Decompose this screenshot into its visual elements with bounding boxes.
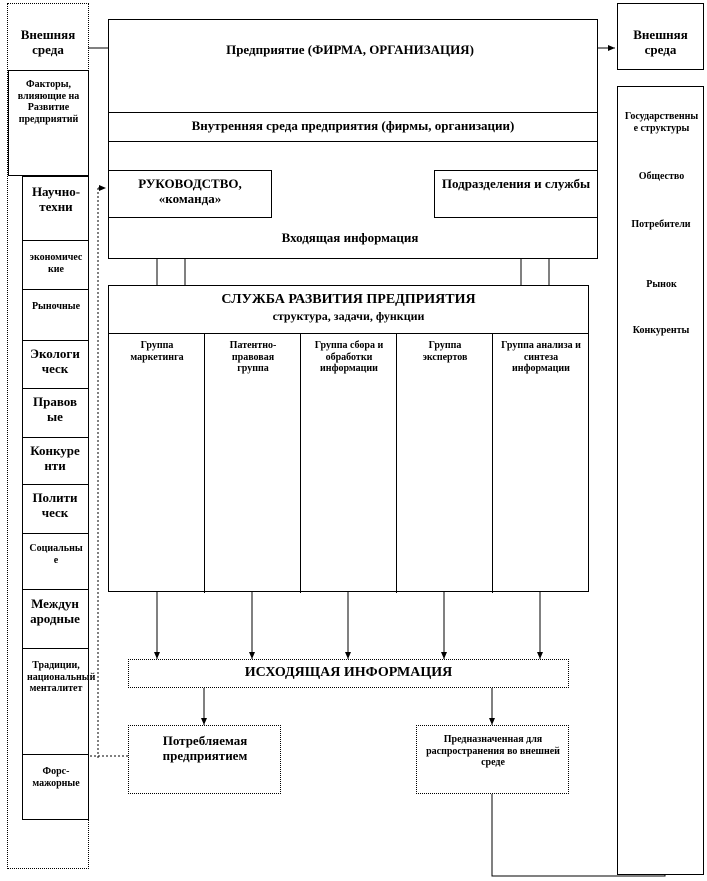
external-env-right-header — [617, 3, 704, 70]
external-env-right-column — [617, 86, 704, 875]
factor-ecological: Экологическ — [23, 342, 88, 389]
factor-competitive: Конкуренти — [23, 439, 88, 485]
group-info-collection: Группа сбора и обработки информации — [301, 334, 397, 593]
leadership-label: РУКОВОДСТВО, «команда» — [138, 176, 242, 206]
outgoing-info-box — [128, 659, 569, 688]
group-marketing: Группа маркетинга — [109, 334, 205, 593]
factor-political: Политическ — [23, 486, 88, 534]
incoming-info-label: Входящая информация — [281, 230, 419, 245]
dev-service-subtitle: структура, задачи, функции — [272, 309, 425, 323]
factor-international: Международные — [23, 591, 88, 649]
group-analysis-synthesis: Группа анализа и синтеза информации — [501, 340, 581, 374]
factors-list — [22, 176, 96, 820]
leadership-box — [108, 170, 272, 218]
dev-service-title: СЛУЖБА РАЗВИТИЯ ПРЕДПРИЯТИЯ — [221, 292, 476, 307]
factor-force-majeure: Форс-мажорные — [23, 756, 88, 819]
external-env-left-label: Внешняя среда — [20, 27, 76, 57]
groups-row — [108, 333, 589, 592]
internal-env-label: Внутренняя среда предприятия (фирмы, организации) — [191, 118, 515, 133]
enterprise-title: Предприятие (ФИРМА, ОРГАНИЗАЦИЯ) — [226, 42, 474, 57]
factors-title-box — [8, 70, 89, 176]
factor-traditions: Традиции, национальный менталитет — [23, 650, 88, 755]
factors-title: Факторы, влияющие на Развитие предприятий — [17, 79, 80, 125]
factor-scientific: Научно-техни — [23, 177, 88, 241]
factor-social: Социальные — [23, 535, 88, 590]
outgoing-info-label: ИСХОДЯЩАЯ ИНФОРМАЦИЯ — [244, 665, 453, 680]
factor-market: Рыночные — [23, 291, 88, 341]
factor-economic: экономические — [23, 242, 88, 290]
group-experts: Группа экспертов — [397, 334, 493, 593]
internal-env-bar — [108, 112, 598, 142]
consumed-label: Потребляемая предприятием — [162, 733, 248, 763]
dev-service-box — [108, 285, 589, 592]
external-dist-box — [416, 725, 569, 794]
departments-label: Подразделения и службы — [441, 176, 591, 191]
entity-society: Общество — [638, 171, 685, 182]
consumed-box — [128, 725, 281, 794]
group-patent-legal: Патентно-правовая группа — [205, 334, 301, 593]
external-dist-label: Предназначенная для распространения во внешней среде — [426, 734, 560, 768]
external-env-right-label: Внешняя среда — [633, 27, 688, 57]
departments-box — [434, 170, 598, 218]
entity-government: Государственные структуры — [624, 111, 699, 134]
entity-market: Рынок — [646, 279, 677, 290]
entity-consumers: Потребители — [631, 219, 691, 230]
entity-competitors: Конкуренты — [632, 325, 690, 336]
factor-legal: Правовые — [23, 390, 88, 438]
